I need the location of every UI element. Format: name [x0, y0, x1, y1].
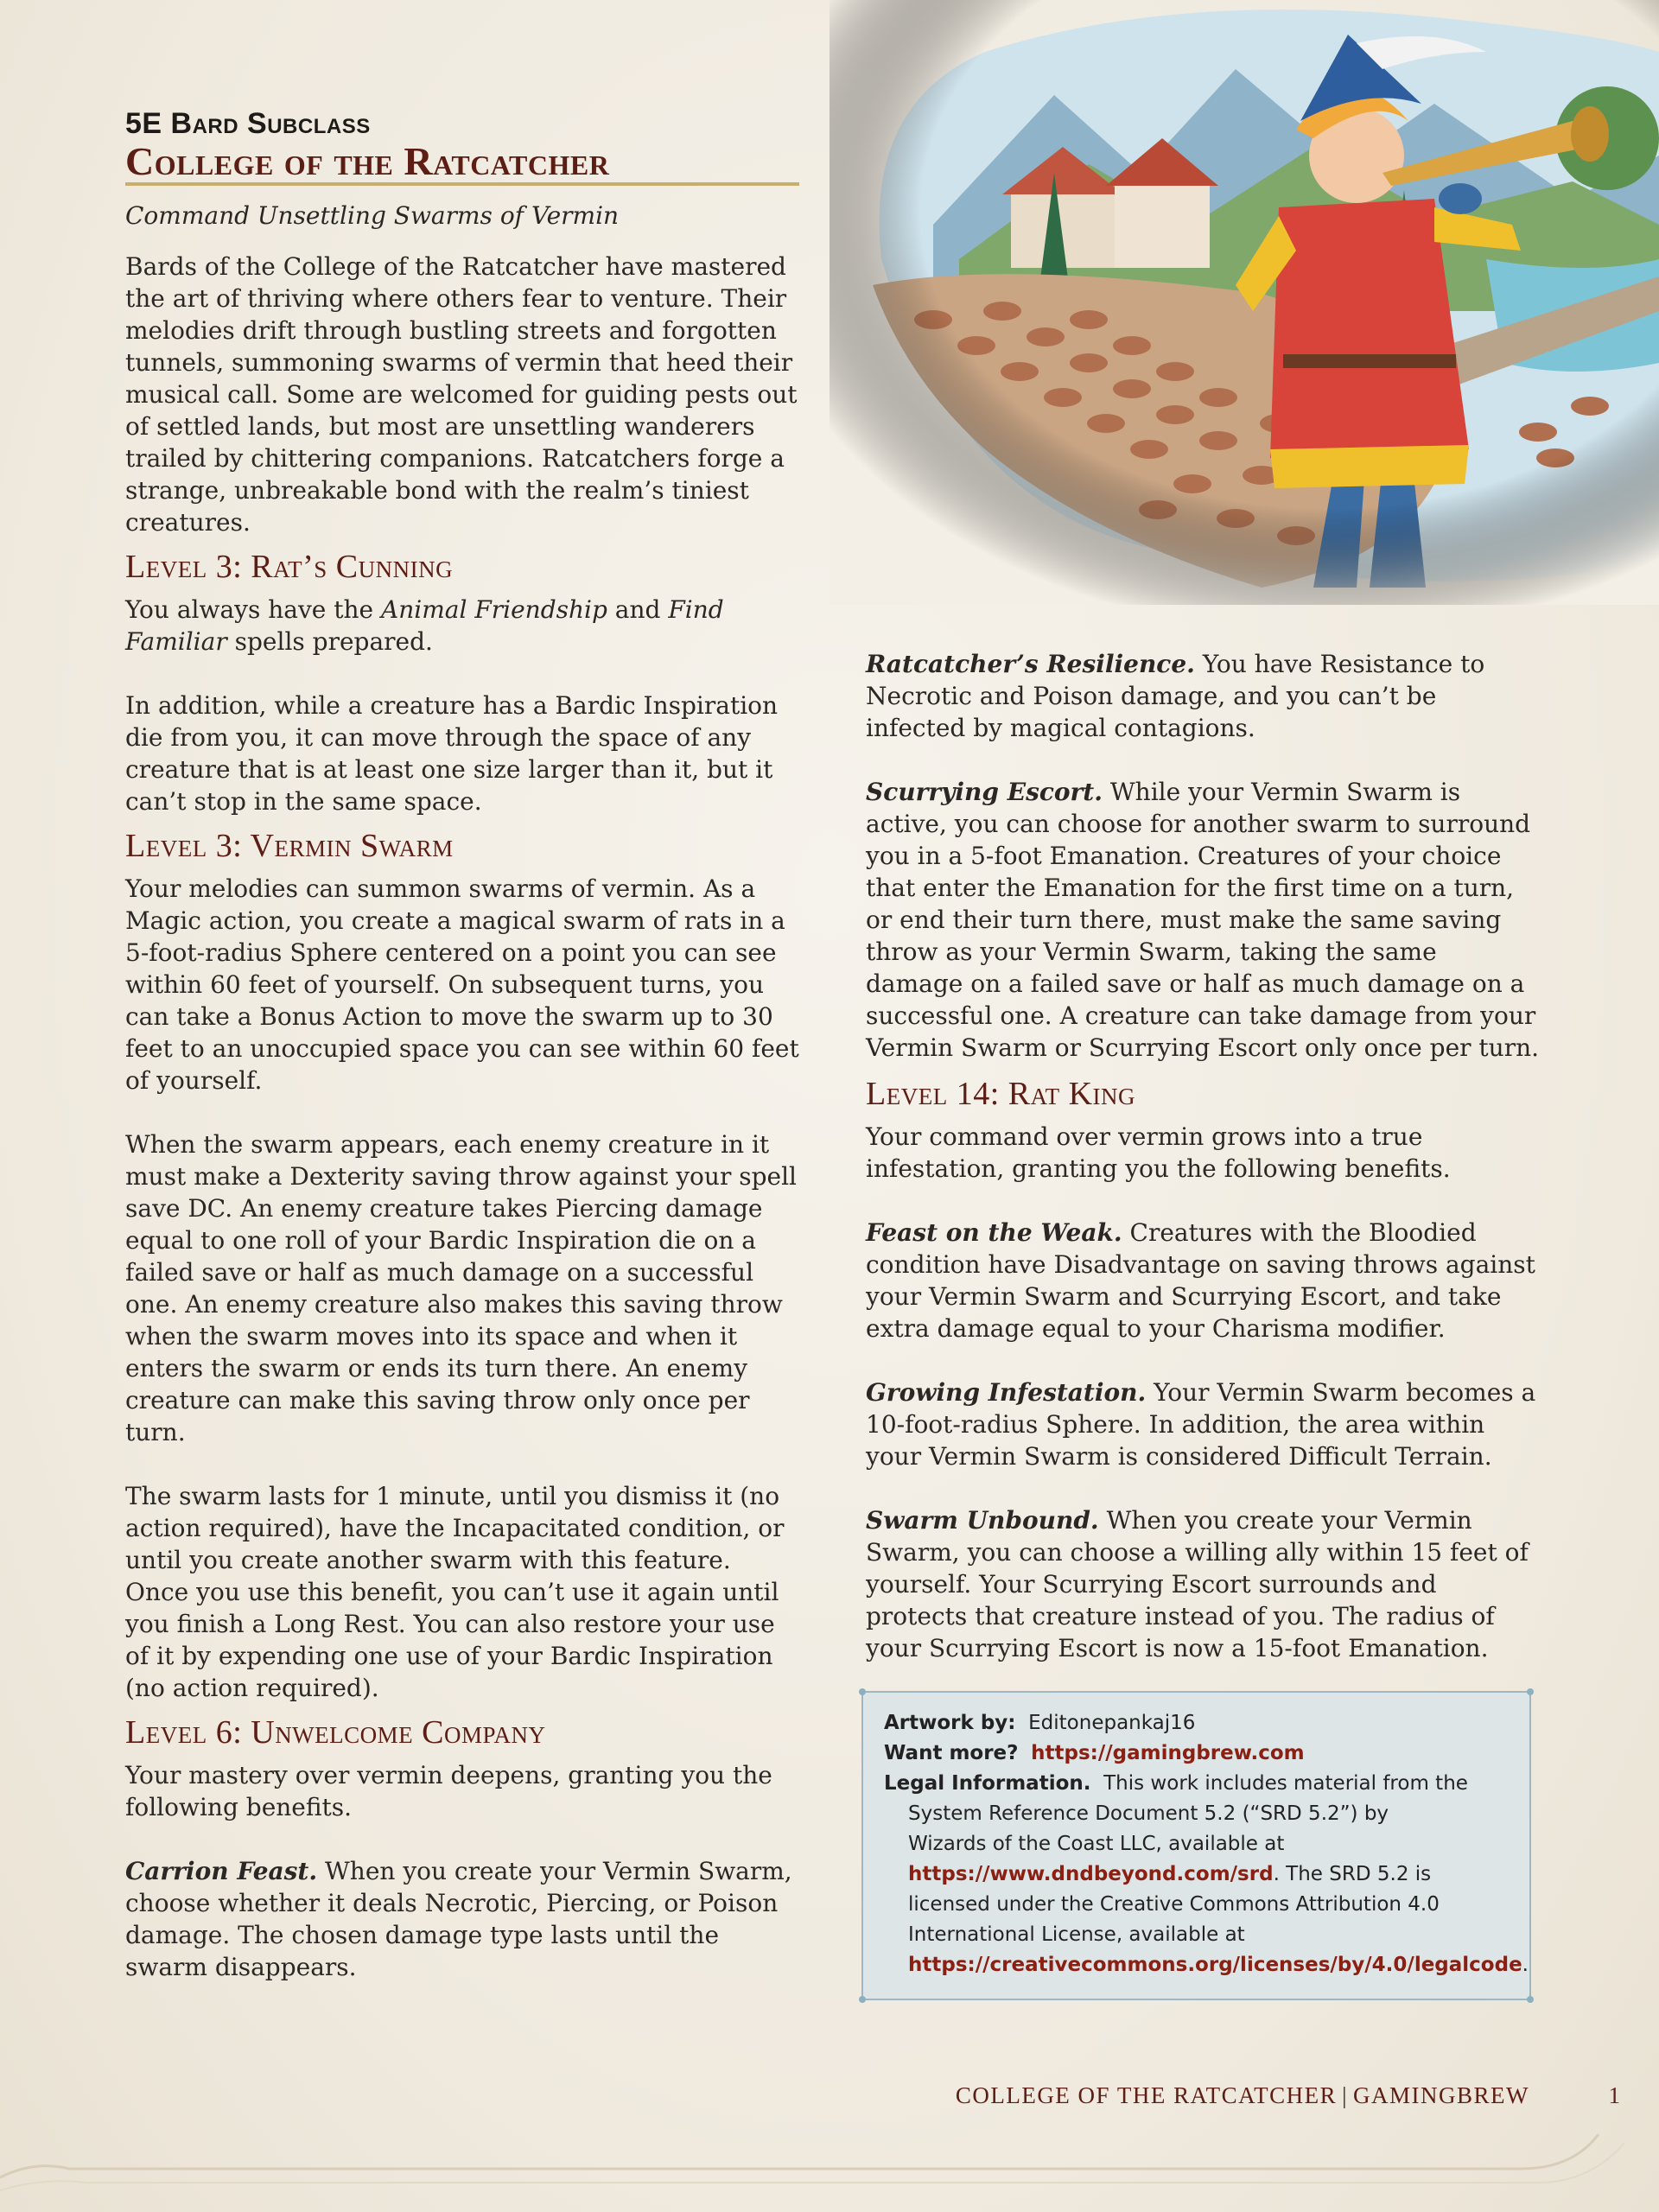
- spell-find-familiar: Find Familiar: [125, 595, 724, 656]
- want-more-label: Want more?: [884, 1742, 1019, 1764]
- artwork-credit: [884, 1708, 1509, 1738]
- legal-line-7: [884, 1950, 1529, 1980]
- corner-dot: [859, 1688, 866, 1695]
- level-3-rats-cunning-heading: Level 3: Rat’s Cunning: [125, 549, 454, 585]
- text-segment: and: [607, 595, 669, 624]
- rats-cunning-paragraph-2: In addition, while a creature has a Bardic Inspiration die from you, it can move through the space of any creature that is at least one size larger than it, but it can’t stop in the same space.: [125, 691, 779, 816]
- feast-on-weak-paragraph: [866, 1217, 1540, 1344]
- corner-dot: [859, 1996, 866, 2003]
- growing-infestation-title: Growing Infestation.: [866, 1378, 1147, 1407]
- right-column: [866, 648, 1540, 1696]
- vermin-swarm-paragraph-1: Your melodies can summon swarms of vermin. As a Magic action, you create a magical swarm of rats in a 5-foot-radius Sphere centered on a point you can see within 60 feet of yourself. On subsequent turns, you can take a Bonus Action to move the swarm up to 30 feet to an unoccupied space you can see within 60 feet of yourself.: [125, 874, 799, 1095]
- scurrying-escort-title: Scurrying Escort.: [866, 778, 1103, 806]
- legal-line-4: [884, 1859, 1509, 1890]
- artwork-value: Editonepankaj16: [1028, 1712, 1196, 1734]
- legal-line-5: licensed under the Creative Commons Attribution 4.0: [908, 1893, 1440, 1916]
- text-segment: You always have the: [125, 595, 382, 624]
- swarm-unbound-paragraph: [866, 1504, 1540, 1664]
- growing-infestation-paragraph: [866, 1376, 1540, 1472]
- scurrying-escort-paragraph: [866, 776, 1540, 1064]
- vermin-swarm-paragraph-3: The swarm lasts for 1 minute, until you dismiss it (no action required), have the Incapacitated condition, or until you create another swarm with this feature. Once you use this benefit, you can’t use it again until you finish a Long Rest. You can also restore your use of it by expending one use of your Bardic Inspiration (no action required).: [125, 1482, 785, 1702]
- corner-dot: [1527, 1996, 1534, 2003]
- ratcatcher-artwork: [830, 0, 1659, 605]
- carrion-feast-text: When you create your Vermin Swarm, choose whether it deals Necrotic, Piercing, or Poison damage. The chosen damage type lasts until the swarm disappears.: [125, 1857, 792, 1981]
- legal-text: . The SRD 5.2 is: [1273, 1863, 1432, 1885]
- footer-running-title: [956, 2082, 1529, 2109]
- swarm-unbound-text: When you create your Vermin Swarm, you can choose a willing ally within 15 feet of yourself. Your Scurrying Escort surrounds and protects that creature instead of you. The radius of your Scurrying Escort is now a 15-foot Emanation.: [866, 1506, 1529, 1662]
- legal-line-3: Wizards of the Coast LLC, available at: [908, 1833, 1285, 1855]
- level-6-unwelcome-company-heading: Level 6: Unwelcome Company: [125, 1714, 546, 1751]
- carrion-feast-paragraph: [125, 1855, 799, 1983]
- legal-label: Legal Information.: [884, 1772, 1091, 1795]
- artwork-label: Artwork by:: [884, 1712, 1016, 1734]
- legal-line-6: International License, available at: [908, 1923, 1245, 1946]
- page-number: 1: [1608, 2082, 1620, 2108]
- corner-dot: [1527, 1688, 1534, 1695]
- footer-brand: GAMINGBREW: [1353, 2082, 1529, 2108]
- resilience-title: Ratcatcher’s Resilience.: [866, 650, 1195, 678]
- level-3-vermin-swarm-heading: Level 3: Vermin Swarm: [125, 828, 454, 864]
- srd-link[interactable]: https://www.dndbeyond.com/srd: [908, 1863, 1274, 1885]
- credits-box: [861, 1691, 1531, 2000]
- legal-line-2: System Reference Document 5.2 (“SRD 5.2”) by: [908, 1802, 1389, 1825]
- license-link[interactable]: https://creativecommons.org/licenses/by/4.0/legalcode: [908, 1954, 1522, 1976]
- footer-title: COLLEGE OF THE RATCATCHER: [955, 2082, 1338, 2108]
- unwelcome-company-paragraph: Your mastery over vermin deepens, granting you the following benefits.: [125, 1761, 772, 1821]
- text-segment: spells prepared.: [226, 627, 433, 656]
- legal-line-1: [884, 1769, 1509, 1799]
- rat-king-paragraph: Your command over vermin grows into a true infestation, granting you the following benefits.: [866, 1122, 1451, 1183]
- footer-separator: |: [1342, 2082, 1348, 2108]
- page-title: College of the Ratcatcher: [125, 145, 799, 186]
- vermin-swarm-paragraph-2: When the swarm appears, each enemy creature in it must make a Dexterity saving throw against your spell save DC. An enemy creature takes Piercing damage equal to one roll of your Bardic Inspiration die on a failed save or half as much damage on a successful one. An enemy creature also makes this saving throw when the swarm moves into its space and when it enters the swarm or ends its turn there. An enemy creature can make this saving throw only once per turn.: [125, 1130, 797, 1446]
- carrion-feast-title: Carrion Feast.: [125, 1857, 318, 1885]
- rats-cunning-paragraph-1: [125, 594, 799, 658]
- feast-on-weak-title: Feast on the Weak.: [866, 1218, 1122, 1247]
- scurrying-escort-text: While your Vermin Swarm is active, you can choose for another swarm to surround you in a 5-foot Emanation. Creatures of your choice that enter the Emanation for the first time on a turn, or end their turn there, must make the same saving throw as your Vermin Swarm, taking the same damage on a failed save or half as much damage on a successful one. A creature can take damage from your Vermin Swarm or Scurrying Escort only once per turn.: [866, 778, 1540, 1062]
- left-column: [125, 108, 799, 2015]
- footer-ornament: [0, 2108, 1659, 2212]
- bard-illustration: [830, 0, 1659, 605]
- want-more-line: [884, 1738, 1509, 1769]
- level-14-rat-king-heading: Level 14: Rat King: [866, 1076, 1136, 1112]
- spell-animal-friendship: Animal Friendship: [381, 595, 607, 624]
- feast-on-weak-text: Creatures with the Bloodied condition have Disadvantage on saving throws against your Vermin Swarm and Scurrying Escort, and take extra damage equal to your Charisma modifier.: [866, 1218, 1535, 1343]
- page-subtitle: Command Unsettling Swarms of Vermin: [125, 201, 620, 230]
- legal-text: This work includes material from the: [1103, 1772, 1468, 1795]
- resilience-text: You have Resistance to Necrotic and Poison damage, and you can’t be infected by magical contagions.: [866, 650, 1485, 742]
- subclass-kicker: 5E Bard Subclass: [125, 107, 371, 140]
- intro-paragraph: Bards of the College of the Ratcatcher have mastered the art of thriving where others fear to venture. Their melodies drift through bustling streets and forgotten tunnels, summoning swarms of vermin that heed their musical call. Some are welcomed for guiding pests out of settled lands, but most are unsettling wanderers trailed by chittering companions. Ratcatchers forge a strange, unbreakable bond with the realm’s tiniest creatures.: [125, 252, 798, 537]
- growing-infestation-text: Your Vermin Swarm becomes a 10-foot-radius Sphere. In addition, the area within your Vermin Swarm is considered Difficult Terrain.: [866, 1378, 1536, 1471]
- legal-text: .: [1522, 1954, 1529, 1976]
- gamingbrew-link[interactable]: https://gamingbrew.com: [1031, 1742, 1305, 1764]
- resilience-paragraph: [866, 648, 1540, 744]
- swarm-unbound-title: Swarm Unbound.: [866, 1506, 1099, 1535]
